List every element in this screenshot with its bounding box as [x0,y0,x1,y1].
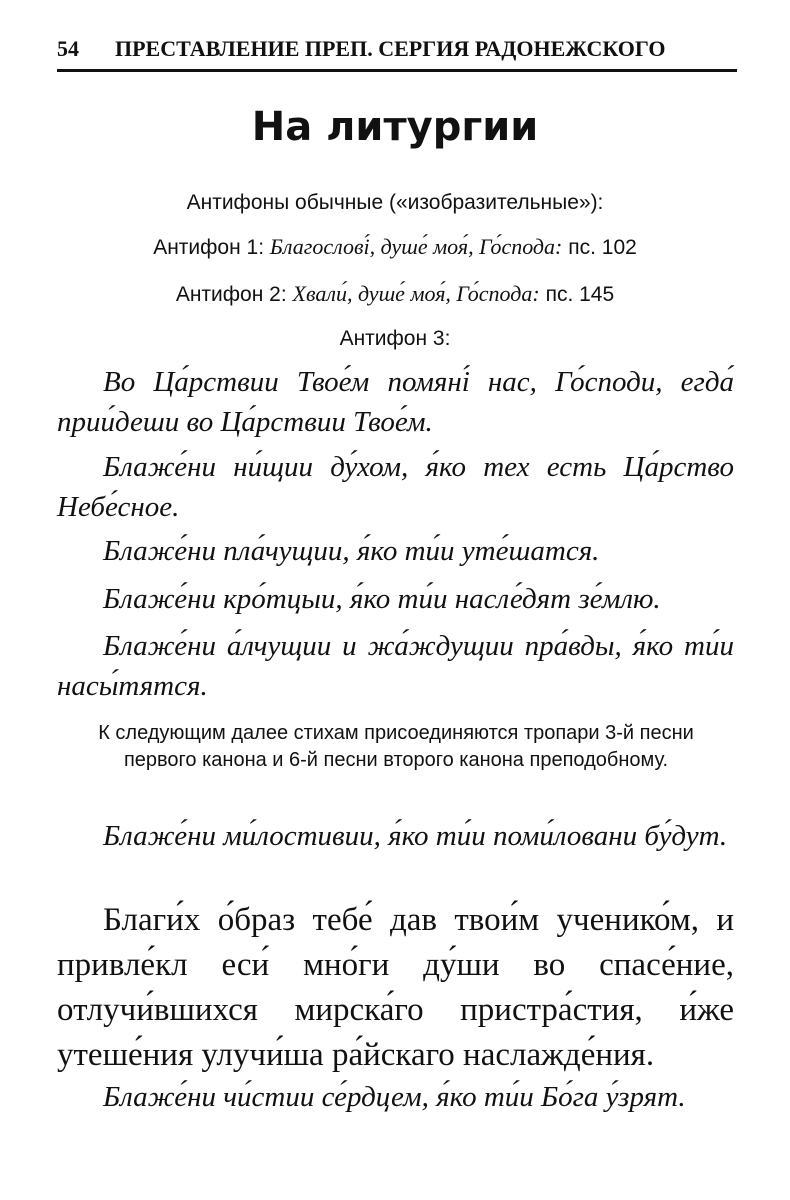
verse-mourn: Блаже́ни пла́чущии, я́ко ти́и уте́шатся. [103,535,600,567]
antiphon-1-text: Благослові́, душе́ моя́, Го́спода: [269,234,563,259]
section-title: На литургии [251,104,539,150]
verse-hunger-thirst: Блаже́ни а́лчущии и жа́ждущии пра́вды, я́ко ти́и насы́тятся. [57,630,734,702]
troparion-text: Благи́х о́браз тебе́ дав твои́м ученико́м, и привле́кл еси́ мно́ги ду́ши во спасе́ние, отлучи́вшихся мирска́го пристра́стия, и́же утеше́ния улучи́ша ра́йскаго наслажде́ния. [57,902,734,1073]
verse-pure-in-heart: Блаже́ни чи́стии се́рдцем, я́ко ти́и Бо́га у́зрят. [103,1081,686,1113]
antiphons-heading: Антифоны обычные («изобразительные»): [186,191,604,214]
running-title: ПРЕСТАВЛЕНИЕ ПРЕП. СЕРГИЯ РАДОНЕЖСКОГО [115,36,666,61]
page-number: 54 [57,36,79,61]
verse-meek: Блаже́ни кро́тцыи, я́ко ти́и насле́дят зе́млю. [103,583,661,615]
antiphon-2-ref: пс. 145 [545,283,615,306]
antiphon-1-line [60,232,730,263]
header-rule [57,69,737,72]
antiphon-2-text: Хвали́, душе́ моя́, Го́спода: [292,281,540,306]
verse-poor-in-spirit: Блаже́ни ни́щии ду́хом, я́ко тех есть Ца́рство Небе́сное. [57,451,734,523]
antiphon-2-label: Антифон 2: [175,283,287,306]
antiphon-1-ref: пс. 102 [568,236,637,259]
antiphon-3-label: Антифон 3: [339,327,451,350]
running-head [57,36,737,62]
antiphon-1-label: Антифон 1: [153,236,265,259]
antiphon-2-line [60,279,730,310]
verse-kingdom: Во Ца́рствии Твое́м помяні́ нас, Го́споди, егда́ прии́деши во Ца́рствии Твое́м. [57,366,734,438]
rubric-note: К следующим далее стихам присоединяются тропари 3-й песни первого канона и 6-й песни второго канона преподобному. [98,722,694,771]
verse-merciful: Блаже́ни ми́лостивии, я́ко ти́и поми́ловани бу́дут. [103,820,728,852]
